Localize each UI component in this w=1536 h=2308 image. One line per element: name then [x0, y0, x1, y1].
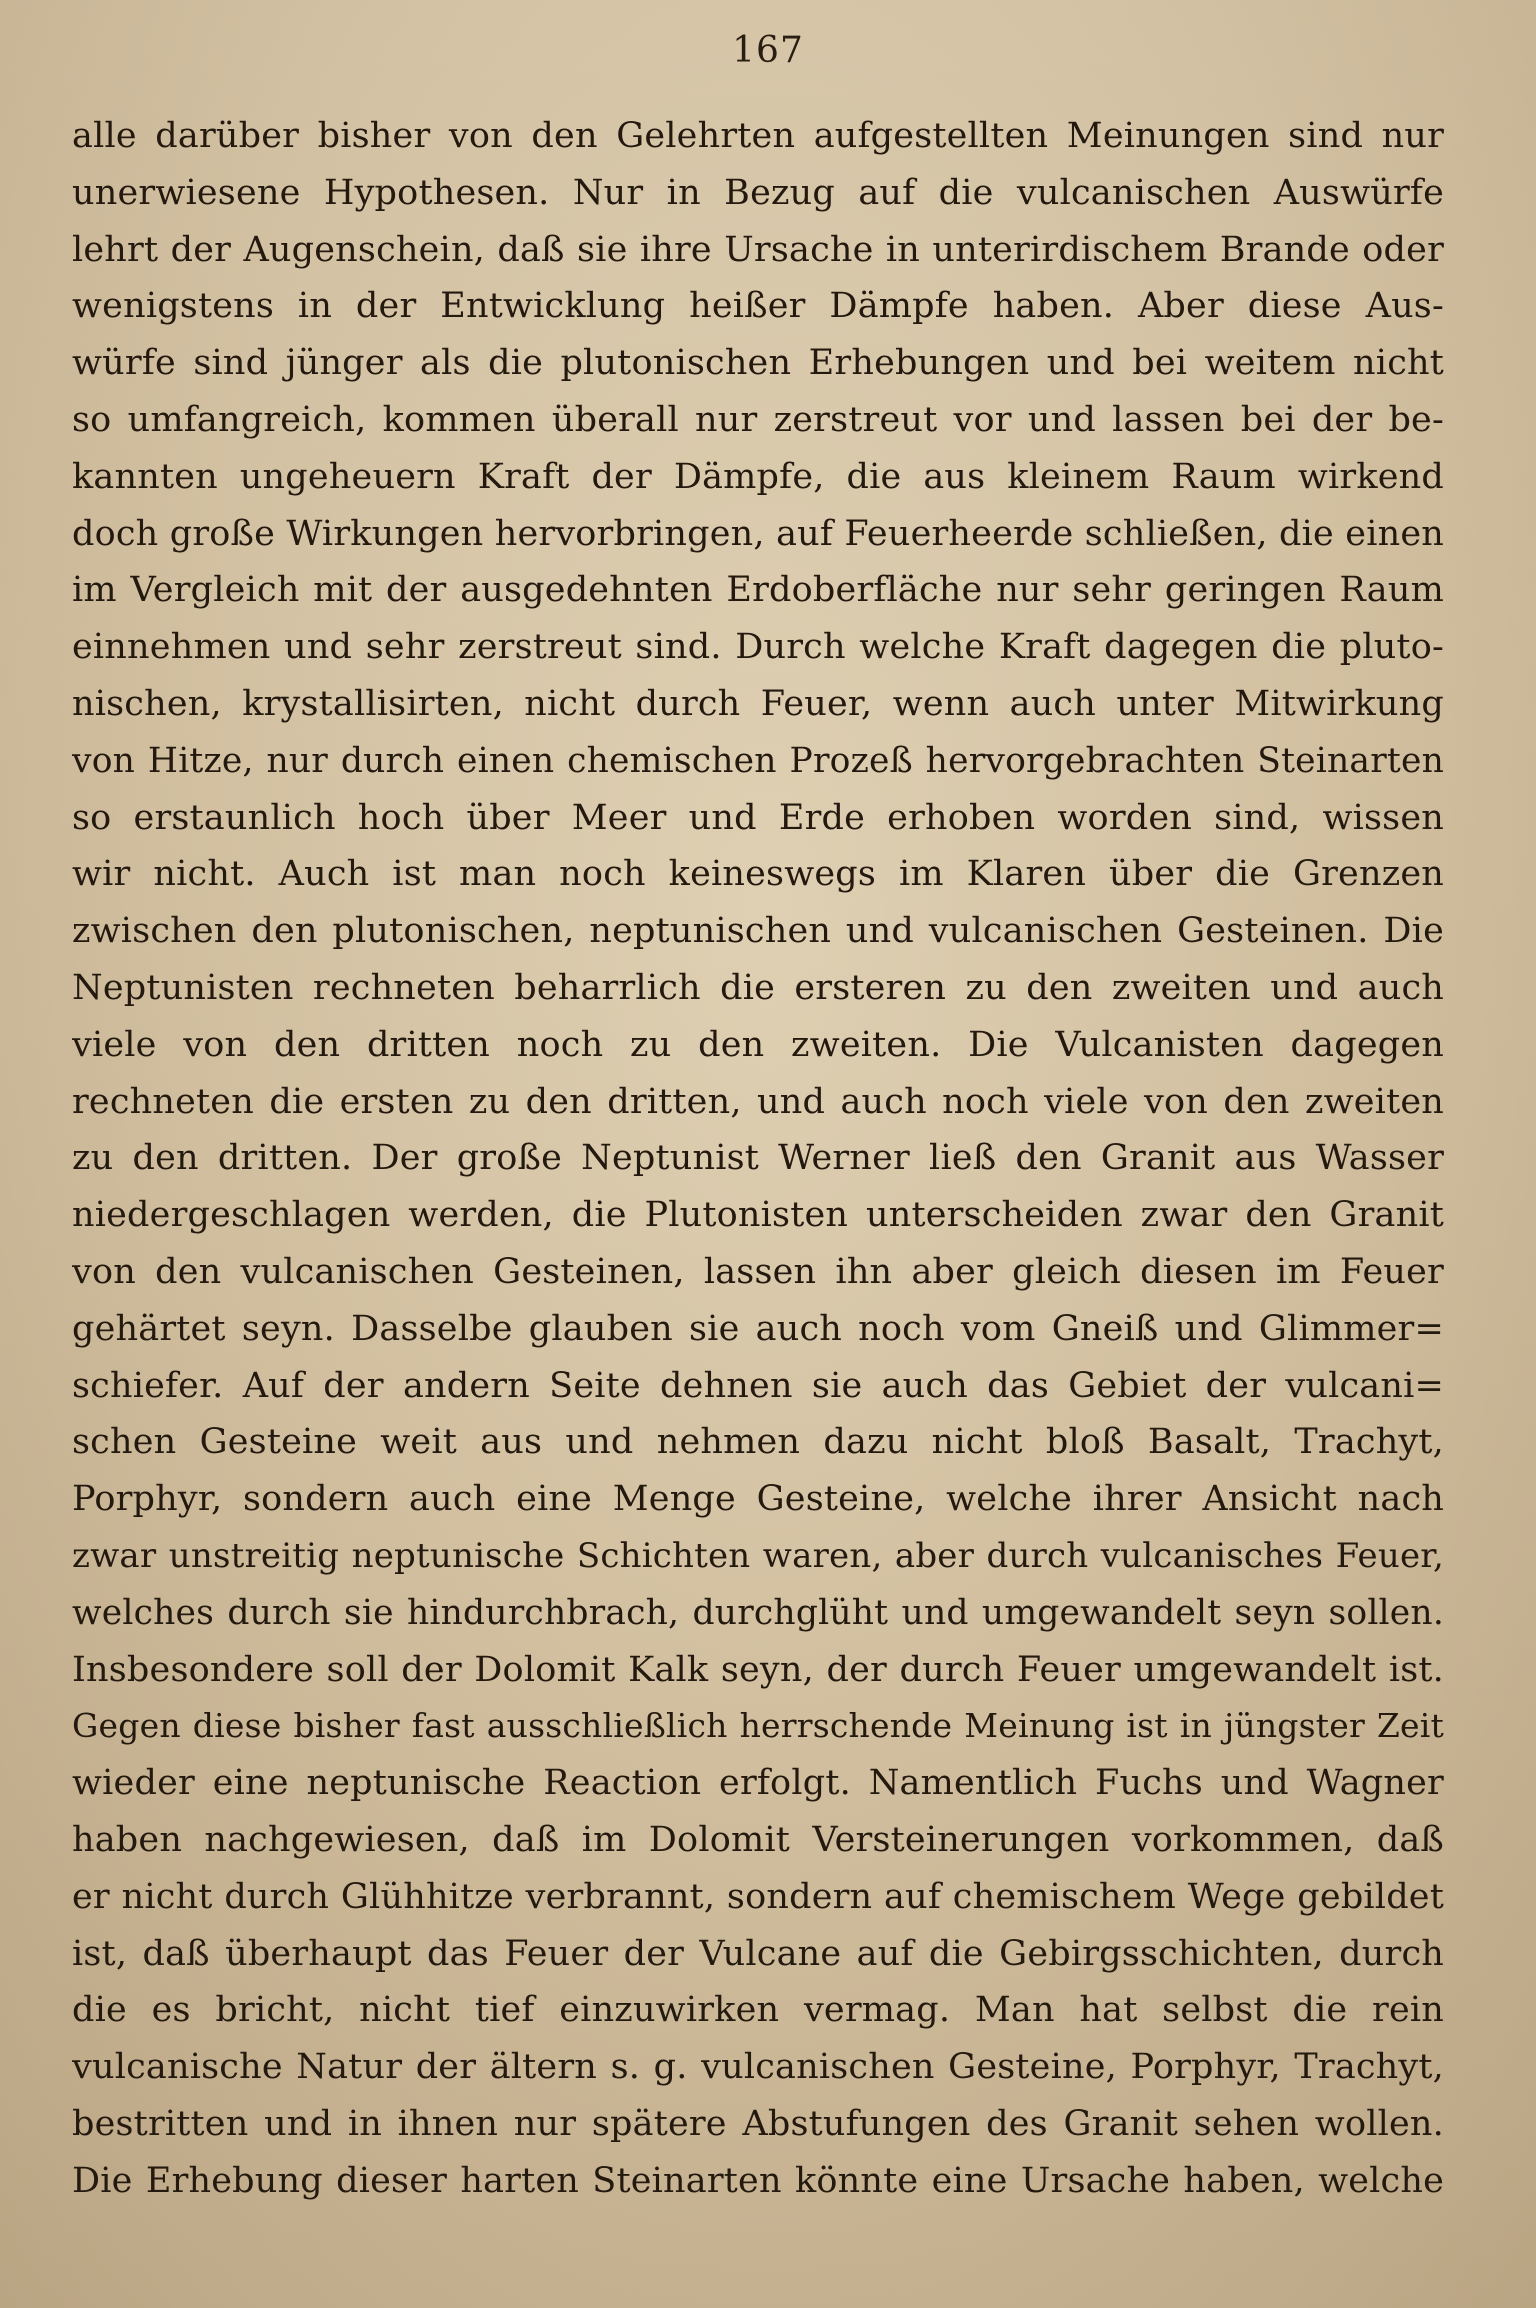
- text-line: lehrt der Augenschein, daß sie ihre Ursache in unterirdischem Brande oder: [72, 229, 1444, 270]
- text-line: doch große Wirkungen hervorbringen, auf Feuerheerde schließen, die einen: [72, 513, 1444, 554]
- text-line: bestritten und in ihnen nur spätere Abstufungen des Granit sehen wollen.: [72, 2103, 1444, 2144]
- text-line: so erstaunlich hoch über Meer und Erde erhoben worden sind, wissen: [72, 797, 1444, 838]
- text-line: alle darüber bisher von den Gelehrten aufgestellten Meinungen sind nur: [72, 116, 1444, 156]
- text-line: im Vergleich mit der ausgedehnten Erdoberfläche nur sehr geringen Raum: [72, 570, 1444, 611]
- text-line: wenigstens in der Entwicklung heißer Dämpfe haben. Aber diese Aus-: [72, 286, 1444, 327]
- text-line: zwischen den plutonischen, neptunischen und vulcanischen Gesteinen. Die: [72, 911, 1444, 952]
- text-line: zu den dritten. Der große Neptunist Werner ließ den Granit aus Wasser: [72, 1138, 1444, 1179]
- text-line: von den vulcanischen Gesteinen, lassen ihn aber gleich diesen im Feuer: [72, 1251, 1444, 1292]
- text-line: unerwiesene Hypothesen. Nur in Bezug auf die vulcanischen Auswürfe: [72, 172, 1444, 213]
- text-line: von Hitze, nur durch einen chemischen Prozeß hervorgebrachten Steinarten: [72, 740, 1444, 781]
- text-line: wir nicht. Auch ist man noch keineswegs im Klaren über die Grenzen: [72, 854, 1444, 895]
- text-line: ist, daß überhaupt das Feuer der Vulcane auf die Gebirgsschichten, durch: [72, 1933, 1444, 1974]
- text-line: würfe sind jünger als die plutonischen Erhebungen und bei weitem nicht: [72, 343, 1444, 384]
- body-text: [72, 108, 1444, 2209]
- text-line: er nicht durch Glühhitze verbrannt, sondern auf chemischem Wege gebildet: [72, 1876, 1444, 1917]
- text-line: Gegen diese bisher fast ausschließlich herrschende Meinung ist in jüngster Zeit: [72, 1706, 1444, 1746]
- text-line: Die Erhebung dieser harten Steinarten könnte eine Ursache haben, welche: [72, 2160, 1444, 2201]
- text-line: zwar unstreitig neptunische Schichten waren, aber durch vulcanisches Feuer,: [72, 1535, 1444, 1576]
- text-line: welches durch sie hindurchbrach, durchglüht und umgewandelt seyn sollen.: [72, 1592, 1444, 1633]
- text-line: rechneten die ersten zu den dritten, und auch noch viele von den zweiten: [72, 1081, 1444, 1122]
- text-line: einnehmen und sehr zerstreut sind. Durch welche Kraft dagegen die pluto-: [72, 627, 1444, 668]
- text-line: haben nachgewiesen, daß im Dolomit Versteinerungen vorkommen, daß: [72, 1819, 1444, 1860]
- text-line: nischen, krystallisirten, nicht durch Feuer, wenn auch unter Mitwirkung: [72, 683, 1444, 724]
- text-line: gehärtet seyn. Dasselbe glauben sie auch noch vom Gneiß und Glimmer=: [72, 1308, 1444, 1349]
- page-number: 167: [732, 30, 804, 71]
- text-line: niedergeschlagen werden, die Plutonisten unterscheiden zwar den Granit: [72, 1195, 1444, 1236]
- text-line: so umfangreich, kommen überall nur zerstreut vor und lassen bei der be-: [72, 399, 1444, 440]
- text-line: kannten ungeheuern Kraft der Dämpfe, die aus kleinem Raum wirkend: [72, 456, 1444, 497]
- text-line: Neptunisten rechneten beharrlich die ersteren zu den zweiten und auch: [72, 967, 1444, 1008]
- text-line: viele von den dritten noch zu den zweiten. Die Vulcanisten dagegen: [72, 1024, 1444, 1065]
- text-line: die es bricht, nicht tief einzuwirken vermag. Man hat selbst die rein: [72, 1990, 1444, 2031]
- text-line: Insbesondere soll der Dolomit Kalk seyn, der durch Feuer umgewandelt ist.: [72, 1649, 1444, 1690]
- text-line: schiefer. Auf der andern Seite dehnen sie auch das Gebiet der vulcani=: [72, 1365, 1444, 1406]
- text-line: vulcanische Natur der ältern s. g. vulcanischen Gesteine, Porphyr, Trachyt,: [72, 2047, 1444, 2088]
- text-line: Porphyr, sondern auch eine Menge Gesteine, welche ihrer Ansicht nach: [72, 1479, 1444, 1520]
- text-line: schen Gesteine weit aus und nehmen dazu nicht bloß Basalt, Trachyt,: [72, 1422, 1444, 1463]
- text-line: wieder eine neptunische Reaction erfolgt. Namentlich Fuchs und Wagner: [72, 1763, 1444, 1804]
